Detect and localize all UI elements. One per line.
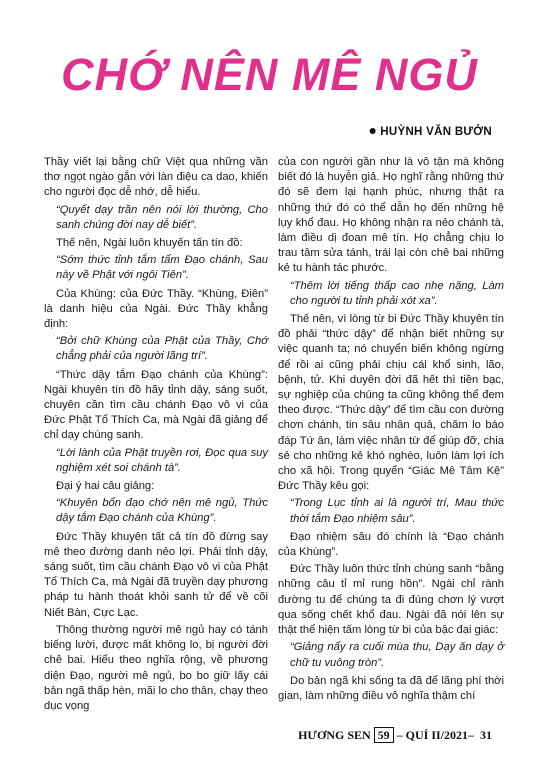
quote: “Khuyên bổn đạo chớ nên mê ngủ, Thức dậy tắm Đạo chánh của Khùng”. <box>56 497 268 525</box>
paragraph: Đức Thầy khuyên tất cả tín đồ đừng say mê theo đường danh nẻo lợi. Phải tỉnh dậy, sáng suốt, tìm cầu chánh Đạo vô vi của Phật Tổ Thích Ca, mà Ngài đã truyền dạy phương pháp tu hành thoát khỏi sanh tử để về cõi Niết Bàn, Cực Lạc. <box>44 530 268 619</box>
issue-number: 59 <box>374 727 394 743</box>
paragraph: Thông thường người mê ngủ hay có tánh biếng lười, được mất không lo, bị người đời chê bai. Hiểu theo nghĩa rộng, về phương diện Đạo, người mê ngủ, bo bo giữ lấy cái bản ngã thấp hèn, mãi lo cho thân, chạy theo dục vọng <box>44 623 268 712</box>
article-title: CHỚ NÊN MÊ NGỦ <box>61 49 478 100</box>
paragraph: Đức Thầy luôn thức tỉnh chúng sanh “bằng những câu tỉ mỉ rung hồn”. Ngài chỉ rành đường tu để chúng ta đi đúng chơn lý vượt qua sống chết khổ đau. Ngài đã nói lên sự thật thể hiện tấm lòng từ bi của bậc đại giác: <box>278 563 504 637</box>
quote: “Lời lành của Phật truyền rơi, Đọc qua suy nghiệm xét soi chánh tà”. <box>56 446 268 474</box>
author-byline <box>369 122 493 138</box>
paragraph: Đại ý hai câu giảng: <box>56 480 155 493</box>
quote: “Sớm thức tỉnh tắm tẩm Đạo chánh, Sau này về Phật với ngôi Tiên”. <box>56 254 268 282</box>
right-column <box>278 155 504 706</box>
quote: “Thêm lời tiếng thấp cao nhẹ nặng, Làm cho người tu tỉnh phải xót xa”. <box>290 279 504 307</box>
quote: “Giảng nẩy ra cuối mùa thu, Dạy ăn dạy ở chữ tu vuông tròn”. <box>290 641 504 669</box>
paragraph: Do bản ngã khi sống ta đã để lãng phí thời gian, làm những điều vô nghĩa thậm chí <box>278 674 504 702</box>
page-number: 31 <box>480 728 492 742</box>
quote: “Bởi chữ Khùng của Phật của Thầy, Chớ chẳng phải của người lãng trí”. <box>56 335 268 363</box>
paragraph: Của Khùng: của Đức Thầy. “Khùng, Điên” là danh hiệu của Ngài. Đức Thầy khẳng định: <box>44 287 268 331</box>
author-name: HUỲNH VĂN BƯỞN <box>380 126 492 138</box>
issue-quarter: – QUÍ II/2021– <box>396 728 474 742</box>
magazine-name: HƯƠNG SEN <box>298 728 371 742</box>
bullet-icon: ● <box>368 122 378 138</box>
paragraph: Thế nên, Ngài luôn khuyến tấn tín đồ: <box>56 237 243 250</box>
paragraph: Đạo nhiệm sâu đó chính là “Đạo chánh của Khùng”. <box>278 530 504 559</box>
page-footer <box>298 727 492 743</box>
left-column <box>44 155 268 716</box>
paragraph: của con người gần như là vô tận mà không biết đó là huyễn giả. Họ nghĩ rằng những thứ đó sẽ đem lại hạnh phúc, nhưng thật ra những thứ đó có thể dẫn họ đến những hệ lụy khổ đau. Họ không nhận ra nẻo chánh tà, làm điều dị đoan mê tín. Họ chẳng chịu lo trau tâm sửa tánh, trái lại còn chê bai những kẻ tu hành tác phước. <box>278 156 504 275</box>
paragraph: Thế nên, vì lòng từ bi Đức Thầy khuyên tín đồ phải “thức dậy” để nhận biết những sự việc quanh ta; nó chuyển biến không ngừng để rồi ai cũng phải chịu cái khổ sinh, lão, bệnh, tử. Khi duyên đời đã hết thì tiền bạc, sự nghiệp của chúng ta cũng không thể đem theo được. “Thức dậy” để tìm cầu con đường chơn chánh, tin sâu nhân quả, chăm lo báo đáp Tứ ân, làm việc nhân từ để giúp đỡ, chia sẻ cho những kẻ khó nghèo, luôn làm lợi ích cho xã hội. Trong quyển “Giác Mê Tâm Kệ” Đức Thầy kêu gọi: <box>278 313 504 493</box>
paragraph: Thầy viết lại bằng chữ Việt qua những vần thơ ngọt ngào gắn với làn điệu ca dao, khiến cho người đọc dễ nhớ, dễ hiểu. <box>44 156 268 199</box>
quote: “Quyết dạy trần nên nói lời thường, Cho sanh chúng đời nay dễ biết”. <box>56 203 268 231</box>
paragraph: “Thức dậy tắm Đạo chánh của Khùng”: Ngài khuyên tín đồ hãy tỉnh dậy, sáng suốt, chuyên cần tìm cầu chánh Đạo vô vi của Đức Phật Tổ Thích Ca, mà Ngài đã giảng để chỉ dạy chúng sanh. <box>44 368 268 442</box>
quote: “Trong Lục tỉnh ai là người trí, Mau thức thời tắm Đạo nhiệm sâu”. <box>290 497 504 525</box>
